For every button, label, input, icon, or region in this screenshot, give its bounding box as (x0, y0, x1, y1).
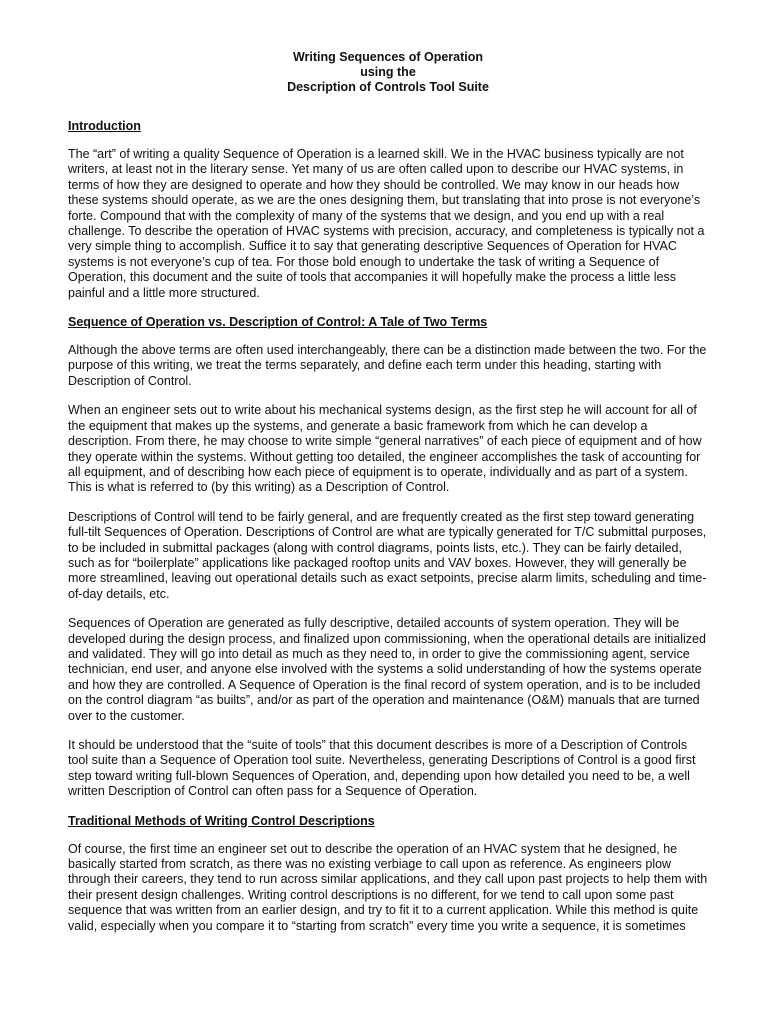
paragraph: Of course, the first time an engineer set out to describe the operation of an HVAC system that he designed, he basically started from scratch, as there was no existing verbiage to call upon as reference. As engineers plow through their careers, they tend to run across similar applications, and they call upon past projects to help them with their present design challenges. Writing control descriptions is no different, for we tend to call upon some past sequence that was written from an earlier design, and try to fit it to a current application. While this method is quite valid, especially when you compare it to “starting from scratch” every time you write a sequence, it is sometimes (68, 841, 708, 933)
section-heading: Introduction (68, 119, 141, 133)
section-heading: Traditional Methods of Writing Control Descriptions (68, 813, 375, 828)
title-line-3: Description of Controls Tool Suite (287, 80, 489, 94)
title-line-2: using the (360, 65, 416, 79)
paragraph: Although the above terms are often used interchangeably, there can be a distinction made between the two. For the purpose of this writing, we treat the terms separately, and define each term under this heading, starting with Description of Control. (68, 343, 707, 388)
paragraph: When an engineer sets out to write about his mechanical systems design, as the first step he will account for all of the equipment that makes up the systems, and generate a basic framework from which he can develop a description. From there, he may choose to write simple “general narratives” of each piece of equipment and of how they operate within the systems. Without getting too detailed, the engineer accomplishes the task of accounting for all equipment, and of describing how each piece of equipment is to operate, individually and as part of a system. This is what is referred to (by this writing) as a Description of Control. (68, 403, 702, 495)
paragraph: Sequences of Operation are generated as fully descriptive, detailed accounts of system operation. They will be developed during the design process, and finalized upon commissioning, when the operational details are initialized and validated. They will go into detail as much as they need to, in order to give the commissioning agent, service technician, end user, and anyone else involved with the systems a solid understanding of how the systems operate and how they are controlled. A Sequence of Operation is the final record of system operation, and is to be included on the control diagram “as builts”, and/or as part of the operation and maintenance (O&M) manuals that are turned over to the customer. (68, 616, 706, 723)
section-traditional-methods (68, 814, 708, 934)
section-heading: Sequence of Operation vs. Description of Control: A Tale of Two Terms (68, 315, 488, 330)
section-sequence-vs-description (68, 315, 708, 800)
section-introduction (68, 119, 708, 301)
paragraph: The “art” of writing a quality Sequence of Operation is a learned skill. We in the HVAC business typically are not writers, at least not in the literary sense. Yet many of us are often called upon to describe our HVAC systems, in terms of how they are designed to operate and how they should be controlled. We may know in our heads how these systems should operate, as we are the ones designing them, but translating that into prose is not everyone’s forte. Compound that with the complexity of many of the systems that we design, and you end up with a real challenge. To describe the operation of HVAC systems with precision, accuracy, and completeness is typically not a very simple thing to accomplish. Suffice it to say that generating descriptive Sequences of Operation for HVAC systems is not everyone’s cup of tea. For those bold enough to undertake the task of writing a Sequence of Operation, this document and the suite of tools that accompanies it will hopefully make the process a little less painful and a little more structured. (68, 147, 705, 300)
title-line-1: Writing Sequences of Operation (292, 50, 484, 64)
paragraph: Descriptions of Control will tend to be fairly general, and are frequently created as the first step toward generating full-tilt Sequences of Operation. Descriptions of Control are what are typically generated for T/C submittal purposes, to be included in submittal packages (along with control diagrams, points lists, etc.). They can be fairly detailed, such as for “boilerplate” applications like packaged rooftop units and VAV boxes. However, they will generally be more streamlined, leaving out operational details such as exact setpoints, precise alarm limits, scheduling and time-of-day details, etc. (68, 509, 707, 601)
paragraph: It should be understood that the “suite of tools” that this document describes is more of a Description of Controls tool suite than a Sequence of Operation tool suite. Nevertheless, generating Descriptions of Control is a good first step toward writing full-blown Sequences of Operation, and, depending upon how detailed you need to be, a well written Description of Control can often pass for a Sequence of Operation. (68, 738, 696, 799)
document-title (68, 50, 708, 95)
